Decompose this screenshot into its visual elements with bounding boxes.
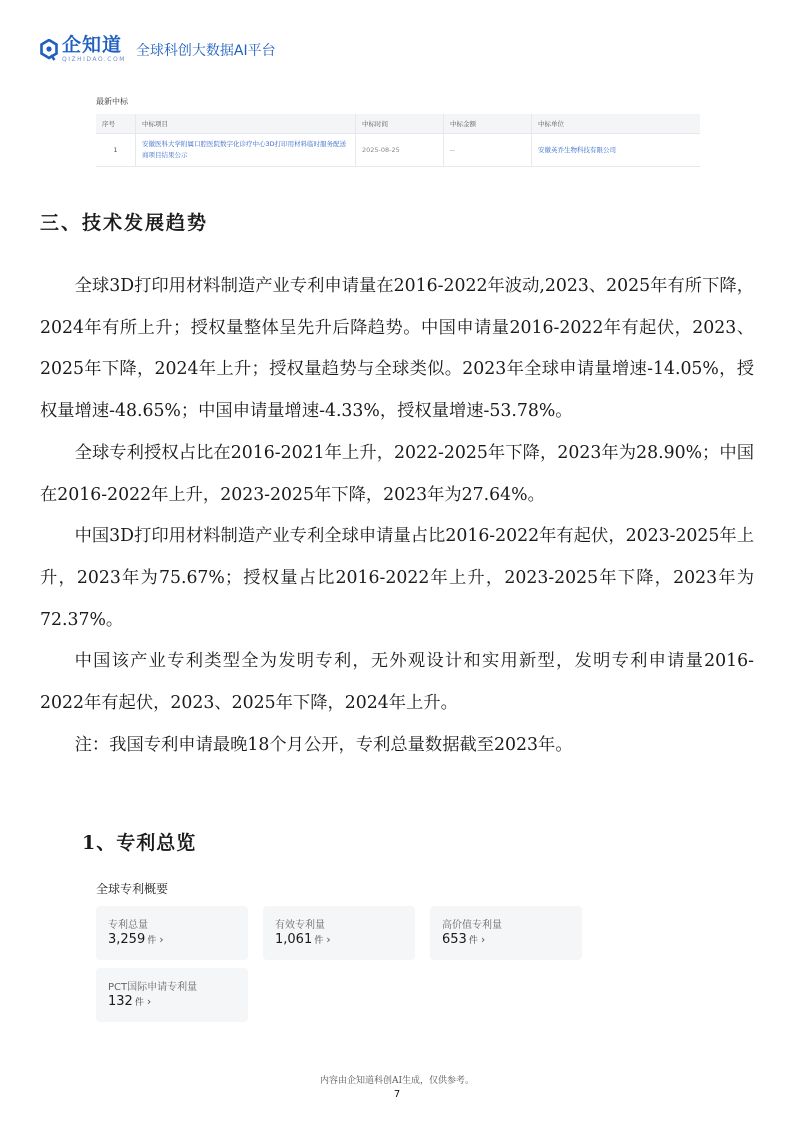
- patent-overview: [96, 880, 502, 1009]
- table-header-row: [96, 114, 700, 134]
- stat-value: 1,061: [275, 932, 313, 947]
- cell-amount: --: [444, 134, 532, 167]
- section-heading: 三、技术发展趋势: [40, 212, 209, 234]
- qizhidao-logo-icon: [40, 39, 58, 61]
- cell-no: 1: [96, 134, 136, 167]
- paragraph: 中国3D打印用材料制造产业专利全球申请量占比2016-2022年有起伏，2023-2025年上升，2023年为75.67%；授权量占比2016-2022年上升，2023-2025年下降，2023年为72.37%。: [40, 526, 754, 630]
- paragraph: 中国该产业专利类型全为发明专利，无外观设计和实用新型，发明专利申请量2016-2022年有起伏，2023、2025年下降，2024年上升。: [40, 651, 754, 714]
- chevron-right-icon: ›: [480, 933, 486, 946]
- col-header-amount: 中标金额: [444, 114, 532, 134]
- stat-unit: 件: [468, 936, 478, 946]
- cell-time: 2025-08-25: [356, 134, 444, 167]
- stat-label: 高价值专利量: [442, 920, 502, 931]
- subsection-heading: 1、专利总览: [82, 832, 197, 854]
- chevron-right-icon: ›: [159, 933, 164, 946]
- logo-domain: QIZHIDAO.COM: [62, 56, 126, 63]
- logo-wordmark: 企知道: [62, 34, 123, 56]
- section-body: [40, 266, 754, 766]
- page-number: 7: [393, 1089, 401, 1100]
- latest-bids-section: [96, 96, 700, 167]
- col-header-no: 序号: [96, 114, 136, 134]
- overview-title: 全球专利概要: [96, 882, 169, 896]
- table-row: [96, 134, 700, 167]
- stat-label: 专利总量: [108, 920, 148, 931]
- col-header-time: 中标时间: [356, 114, 444, 134]
- brand-logo: [40, 36, 276, 63]
- chevron-right-icon: ›: [146, 995, 152, 1008]
- paragraph: 全球3D打印用材料制造产业专利申请量在2016-2022年波动,2023、2025年有所下降，2024年有所上升；授权量整体呈先升后降趋势。中国申请量2016-2022年有起伏，2023、2025年下降，2024年上升；授权量趋势与全球类似。2023年全球申请量增速-14.05%，授权量增速-48.65%；中国申请量增速-4.33%，授权量增速-53.78%。: [40, 276, 754, 422]
- platform-slogan: 全球科创大数据AI平台: [135, 42, 276, 59]
- stat-value: 132: [108, 994, 133, 1009]
- bid-unit-link[interactable]: 安徽英乔生物科技有限公司: [532, 134, 701, 167]
- latest-bids-table: [96, 114, 700, 167]
- stat-card-high-value[interactable]: [430, 906, 582, 960]
- stat-value: 3,259: [108, 932, 146, 947]
- stat-unit: 件: [147, 936, 157, 946]
- ai-disclaimer: 内容由企知道科创AI生成，仅供参考。: [319, 1076, 475, 1086]
- note-paragraph: 注：我国专利申请最晚18个月公开，专利总量数据截至2023年。: [74, 734, 573, 755]
- col-header-project: 中标项目: [136, 114, 356, 134]
- paragraph: 全球专利授权占比在2016-2021年上升，2022-2025年下降，2023年为28.90%；中国在2016-2022年上升，2023-2025年下降，2023年为27.64%。: [40, 442, 754, 505]
- bid-project-link[interactable]: 安徽医科大学附属口腔医院数字化诊疗中心3D打印用材料临时服务配送商项目结果公示: [136, 134, 356, 167]
- stat-value: 653: [442, 932, 467, 947]
- col-header-unit: 中标单位: [532, 114, 701, 134]
- stat-card-total[interactable]: [96, 906, 248, 960]
- chevron-right-icon: ›: [326, 933, 331, 946]
- stat-card-valid[interactable]: [263, 906, 415, 960]
- stat-label: PCT国际申请专利量: [108, 982, 198, 993]
- stat-unit: 件: [314, 936, 324, 946]
- latest-bids-title: 最新中标: [96, 97, 128, 106]
- stat-label: 有效专利量: [275, 920, 325, 931]
- stat-card-pct[interactable]: [96, 968, 248, 1022]
- stat-unit: 件: [134, 998, 144, 1008]
